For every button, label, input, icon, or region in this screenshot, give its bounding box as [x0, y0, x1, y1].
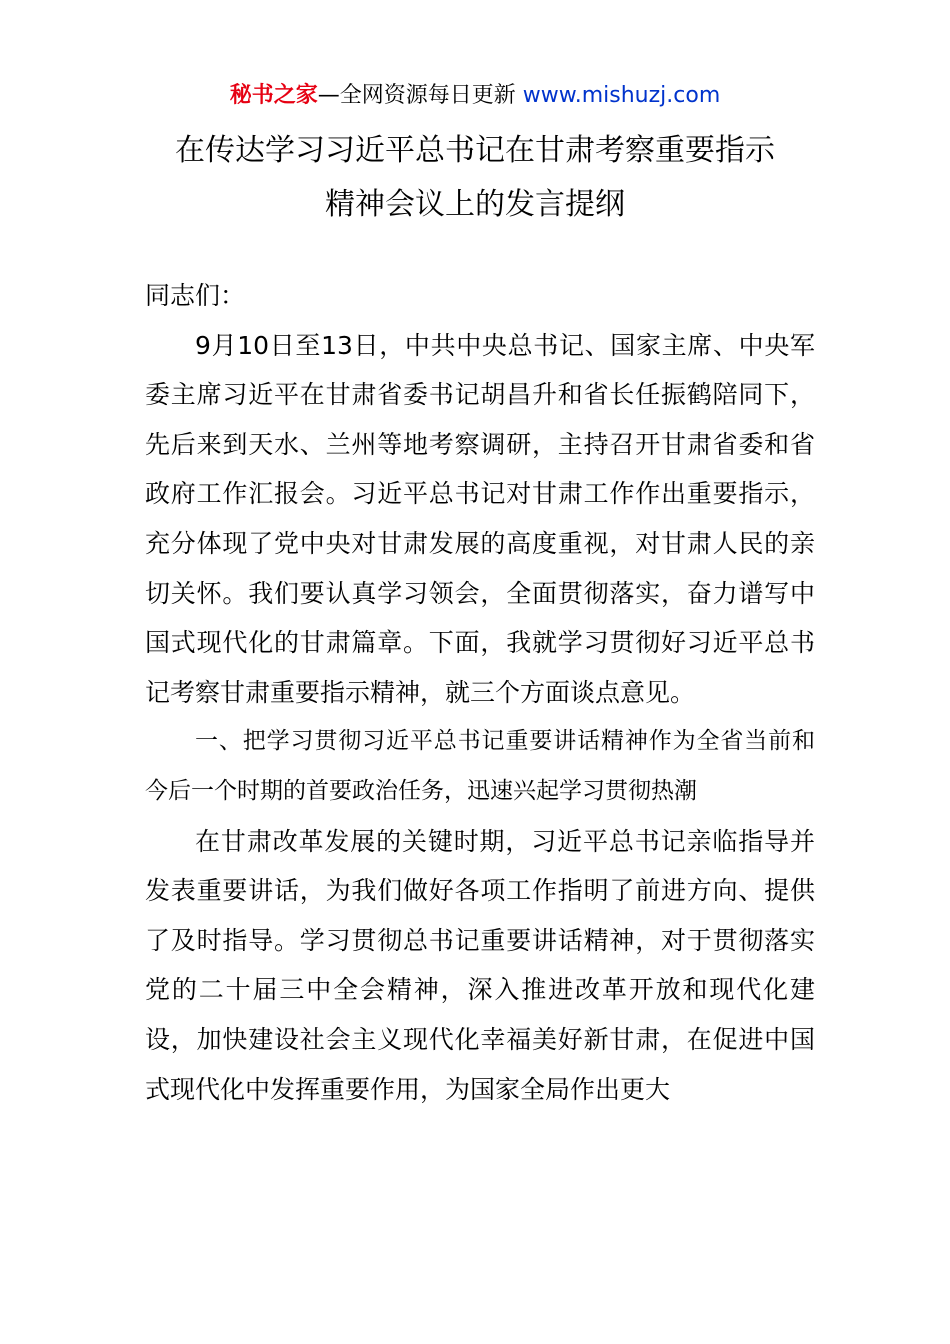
salutation: 同志们： — [145, 281, 246, 310]
title-line-1: 在传达学习习近平总书记在甘肃考察重要指示 — [175, 133, 775, 168]
site-url-link[interactable]: www.mishuzj.com — [522, 83, 721, 108]
title-line-2: 精神会议上的发言提纲 — [325, 187, 625, 222]
brand-name: 秘书之家 — [229, 83, 318, 108]
site-header — [0, 80, 950, 112]
section-heading-1: 一、把学习贯彻习近平总书记重要讲话精神作为全省当前和今后一个时期的首要政治任务，迅速兴起学习贯彻热潮 — [145, 728, 815, 804]
header-slogan: —全网资源每日更新 — [317, 83, 523, 108]
paragraph-1: 9月10日至13日，中共中央总书记、国家主席、中央军委主席习近平在甘肃省委书记胡昌升和省长任振鹤陪同下，先后来到天水、兰州等地考察调研，主持召开甘肃省委和省政府工作汇报会。习近平总书记对甘肃工作作出重要指示，充分体现了党中央对甘肃发展的高度重视，对甘肃人民的亲切关怀。我们要认真学习领会，全面贯彻落实，奋力谱写中国式现代化的甘肃篇章。下面，我就学习贯彻好习近平总书记考察甘肃重要指示精神，就三个方面谈点意见。 — [145, 330, 815, 707]
document-title — [100, 124, 850, 232]
document-body — [145, 271, 815, 1114]
paragraph-2: 在甘肃改革发展的关键时期，习近平总书记亲临指导并发表重要讲话，为我们做好各项工作指明了前进方向、提供了及时指导。学习贯彻总书记重要讲话精神，对于贯彻落实党的二十届三中全会精神，深入推进改革开放和现代化建设，加快建设社会主义现代化幸福美好新甘肃，在促进中国式现代化中发挥重要作用，为国家全局作出更大 — [145, 826, 815, 1104]
